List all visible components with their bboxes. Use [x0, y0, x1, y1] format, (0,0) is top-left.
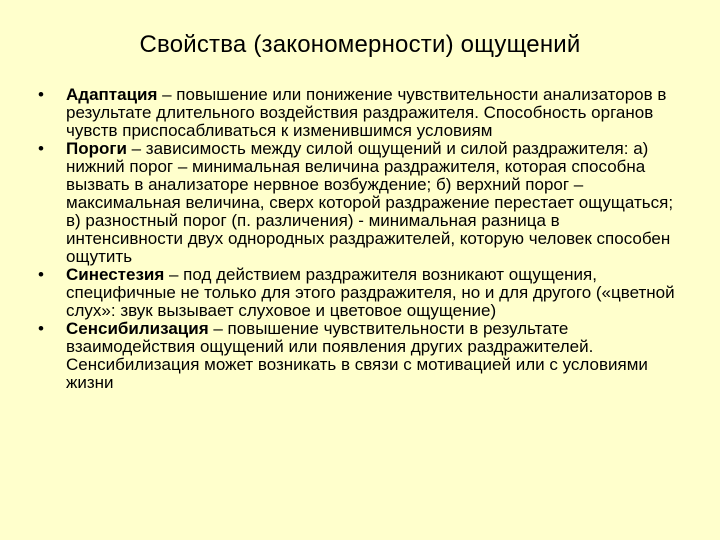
definition-adaptation: – повышение или понижение чувствительности анализаторов в результате длительного воздействия раздражителя. Способность органов чувств приспосабливаться к изменившимся условиям — [66, 85, 667, 140]
term-adaptation: Адаптация — [66, 85, 158, 104]
properties-list — [38, 86, 678, 392]
term-sensitization: Сенсибилизация — [66, 319, 209, 338]
bullet-icon: • — [38, 139, 44, 158]
bullet-icon: • — [38, 265, 44, 284]
bullet-icon: • — [38, 319, 44, 338]
slide-title: Свойства (закономерности) ощущений — [139, 31, 581, 58]
list-item-thresholds — [38, 140, 678, 266]
definition-sensitization: – повышение чувствительности в результате взаимодействия ощущений или появления других раздражителей. Сенсибилизация может возникать в связи с мотивацией или с условиями жизни — [66, 319, 648, 392]
term-thresholds: Пороги — [66, 139, 127, 158]
list-item-sensitization — [38, 320, 678, 392]
term-synesthesia: Синестезия — [66, 265, 165, 284]
list-item-synesthesia — [38, 266, 678, 320]
list-item-adaptation — [38, 86, 678, 140]
definition-synesthesia: – под действием раздражителя возникают ощущения, специфичные не только для этого раздражителя, но и для другого («цветной слух»: звук вызывает слуховое и цветовое ощущение) — [66, 265, 675, 320]
definition-thresholds: – зависимость между силой ощущений и силой раздражителя: а) нижний порог – минимальная величина раздражителя, которая способна вызвать в анализаторе нервное возбуждение; б) верхний порог – максимальная величина, сверх которой раздражение перестает ощущаться; в) разностный порог (п. различения) - минимальная разница в интенсивности двух однородных раздражителей, которую человек способен ощутить — [66, 139, 674, 266]
bullet-icon: • — [38, 85, 44, 104]
